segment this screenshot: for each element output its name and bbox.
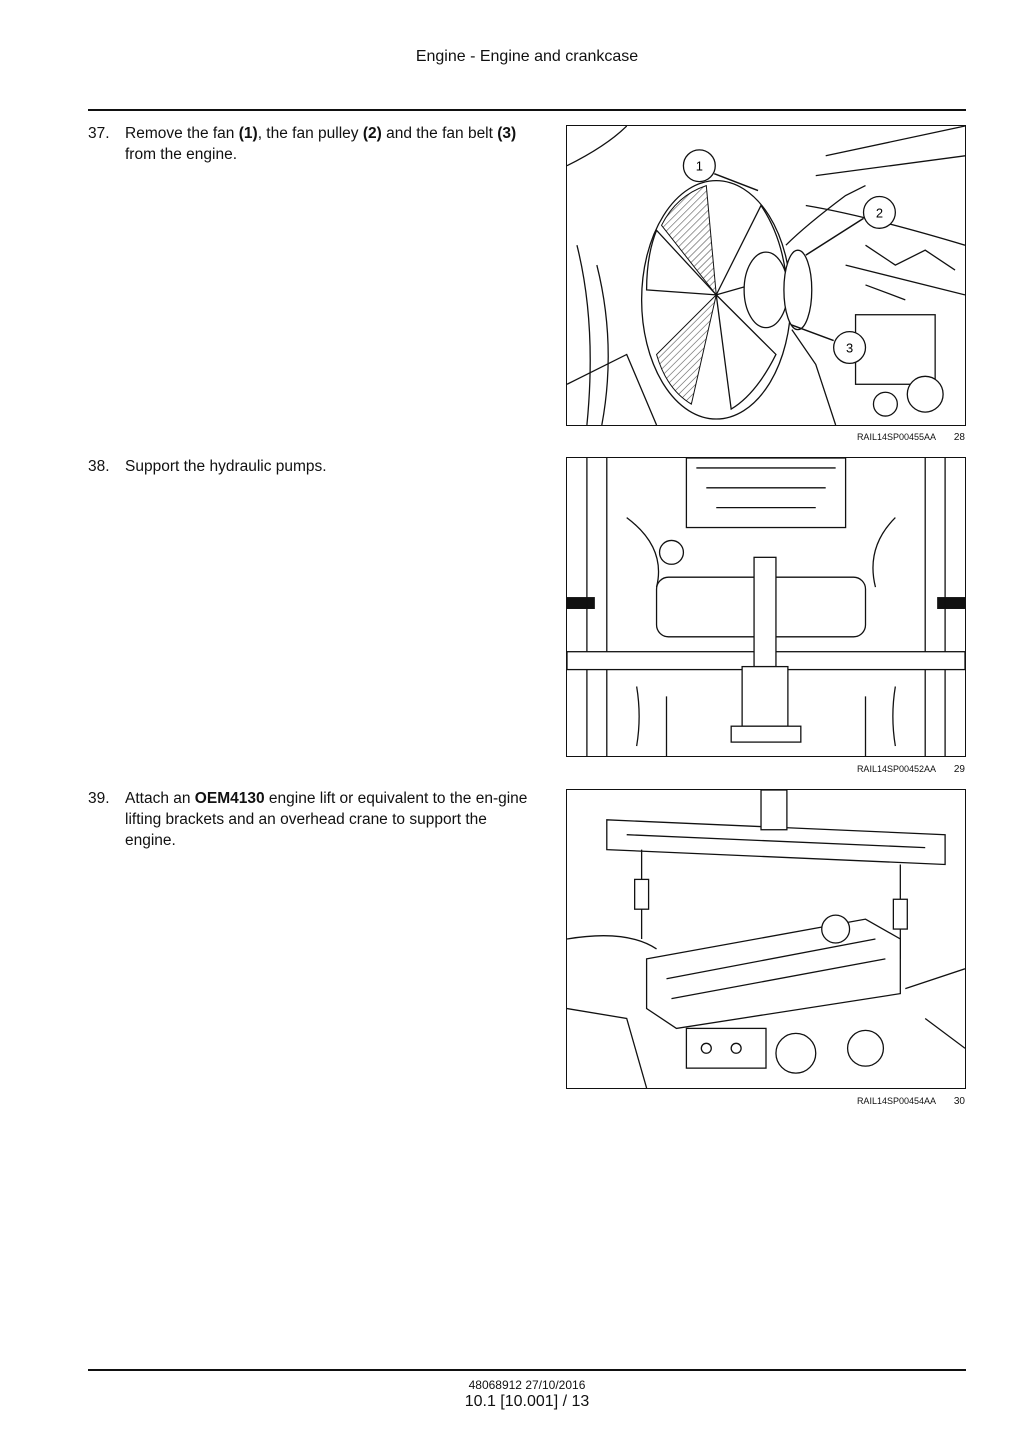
step-37 xyxy=(88,123,533,165)
figure-code: RAIL14SP00452AA xyxy=(856,764,936,774)
step-39 xyxy=(88,788,533,851)
figure-number: 29 xyxy=(953,764,965,775)
callout-1: 1 xyxy=(695,158,703,174)
figure-number: 30 xyxy=(953,1096,965,1107)
figure-code: RAIL14SP00455AA xyxy=(856,432,936,442)
callout-3: 3 xyxy=(845,340,854,356)
figure-number: 28 xyxy=(953,432,965,443)
footer-rule xyxy=(88,1369,966,1371)
step-number: 38. xyxy=(88,458,110,475)
step-number: 37. xyxy=(88,125,110,142)
step-text: Support the hydraulic pumps. xyxy=(125,458,327,475)
step-text: Attach an OEM4130 engine lift or equivalent to the en-gine lifting brackets and an overhead crane to support the engine. xyxy=(125,790,528,849)
step-38 xyxy=(88,456,533,477)
footer-page-number: 10.1 [10.001] / 13 xyxy=(464,1393,590,1410)
figure-fan-removal xyxy=(566,125,966,426)
footer-doc-id: 48068912 27/10/2016 xyxy=(468,1378,586,1392)
figure-engine-lift xyxy=(566,789,966,1089)
step-number: 39. xyxy=(88,790,110,807)
header-rule xyxy=(88,109,966,111)
page-header-title: Engine - Engine and crankcase xyxy=(415,48,639,65)
callout-2: 2 xyxy=(875,205,884,221)
figure-code: RAIL14SP00454AA xyxy=(856,1096,936,1106)
figure-hydraulic-pumps xyxy=(566,457,966,757)
step-text: Remove the fan (1), the fan pulley (2) and the fan belt (3) from the engine. xyxy=(125,125,517,163)
